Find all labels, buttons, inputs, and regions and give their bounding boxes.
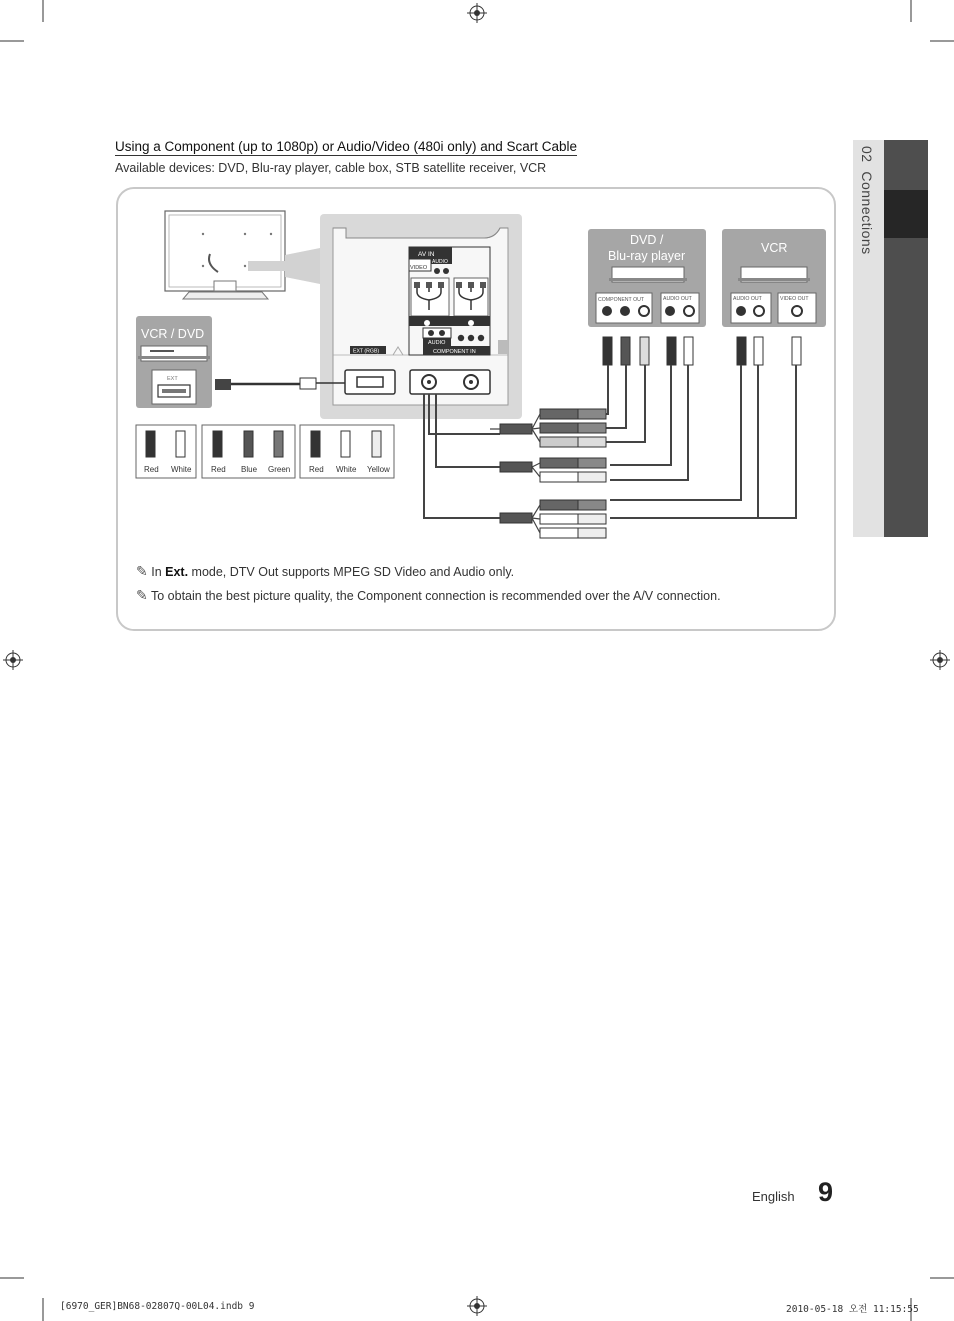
audio-label: AUDIO [432, 259, 448, 265]
pencil-icon: ✎ [136, 563, 148, 579]
note1-prefix: In [151, 565, 166, 579]
legend-yellow: Yellow [367, 465, 390, 474]
ext-rgb-label: EXT (RGB) [353, 348, 380, 355]
legend-red-2: Red [211, 465, 226, 474]
tv-rear-icon [165, 211, 285, 299]
legend-red-1: Red [144, 465, 159, 474]
legend-green: Green [268, 465, 291, 474]
video-out-label: VIDEO OUT [780, 296, 809, 302]
note1-suffix: mode, DTV Out supports MPEG SD Video and Audio only. [188, 565, 515, 579]
component-in-label: COMPONENT IN [433, 349, 476, 355]
dvd-label-2: Blu-ray player [608, 249, 686, 263]
legend-white-3: White [336, 465, 357, 474]
chapter-number: 02 [859, 146, 875, 163]
language-label: English [752, 1189, 795, 1204]
av-in-label: AV IN [418, 251, 435, 258]
note-component-quality [136, 587, 721, 604]
dvd-label-1: DVD / [630, 233, 664, 247]
footer-timestamp: 2010-05-18 오전 11:15:55 [786, 1304, 919, 1315]
audio-label-2: AUDIO [428, 340, 446, 346]
footer-file: [6970_GER]BN68-02807Q-00L04.indb 9 [60, 1301, 255, 1312]
note1-bold: Ext. [165, 565, 189, 579]
section-title: Using a Component (up to 1080p) or Audio/Video (480i only) and Scart Cable [115, 139, 578, 154]
ext-label: EXT [167, 376, 178, 382]
pencil-icon: ✎ [136, 587, 148, 603]
audio-out-label: AUDIO OUT [663, 296, 692, 302]
legend-blue: Blue [241, 465, 258, 474]
component-out-label: COMPONENT OUT [598, 297, 645, 303]
legend-white-1: White [171, 465, 192, 474]
note2-text: To obtain the best picture quality, the Component connection is recommended over the A/V connection. [150, 589, 721, 603]
legend-red-3: Red [309, 465, 324, 474]
vcr-label: VCR [761, 241, 788, 255]
section-subtitle: Available devices: DVD, Blu-ray player, cable box, STB satellite receiver, VCR [115, 161, 547, 175]
connection-diagram [0, 0, 954, 640]
vcr-audio-out-label: AUDIO OUT [733, 296, 762, 302]
note-ext-mode [136, 563, 514, 580]
chapter-name: Connections [859, 171, 875, 255]
video-label: VIDEO [410, 265, 428, 271]
page-number: 9 [818, 1177, 834, 1207]
vcr-dvd-label: VCR / DVD [141, 327, 205, 341]
